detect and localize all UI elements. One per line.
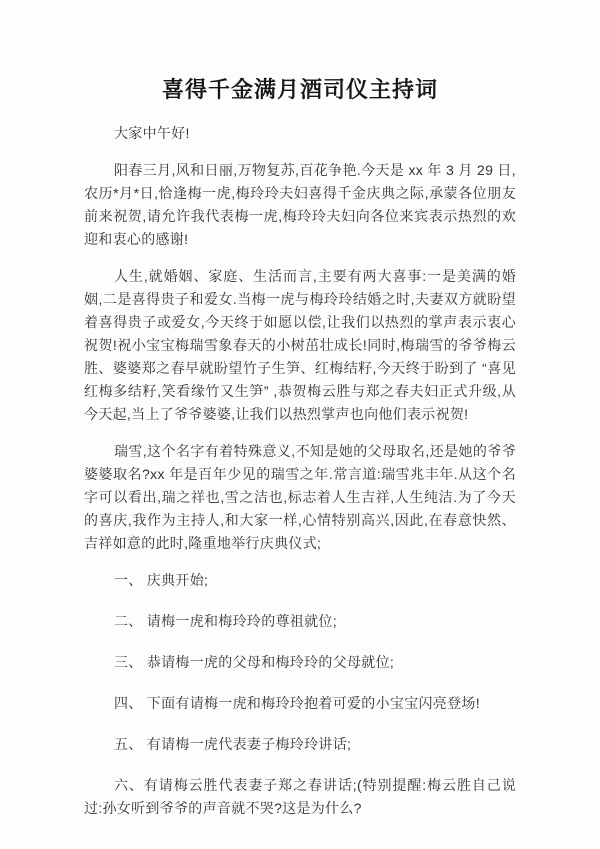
list-item-5: 五、 有请梅一虎代表妻子梅玲玲讲话; xyxy=(114,736,352,752)
paragraph-congratulations: 人生,就婚姻、家庭、生活而言,主要有两大喜事:一是美满的婚姻,二是喜得贵子和爱女.当梅一虎与梅玲玲结婚之时,夫妻双方就盼望着喜得贵子或爱女,今天终于如愿以偿,让我们以热烈的掌声表示衷心祝贺!祝小宝宝梅瑞雪象春天的小树茁壮成长!同时,梅瑞雪的爷爷梅云胜、婆婆郑之春早就盼望竹子生笋、红梅结籽,今天终于盼到了 “喜见红梅多结籽,笑看缘竹又生笋” ,恭贺梅云胜与郑之春夫妇正式升级,从今天起,当上了爷爷婆婆,让我们以热烈掌声也向他们表示祝贺! xyxy=(84,268,516,422)
paragraph-welcome: 阳春三月,风和日丽,万物复苏,百花争艳.今天是 xx 年 3 月 29 日,农历*月*日,恰逢梅一虎,梅玲玲夫妇喜得千金庆典之际,承蒙各位朋友前来祝贺,请允许我代表梅一虎,梅玲玲夫妇向各位来宾表示热烈的欢迎和衷心的感谢! xyxy=(84,162,516,247)
list-item-2: 二、 请梅一虎和梅玲玲的尊祖就位; xyxy=(114,613,337,629)
list-item-6: 六、有请梅云胜代表妻子郑之春讲话;(特别提醒:梅云胜自己说过:孙女听到爷爷的声音就不哭?这是为什么? xyxy=(84,777,516,816)
paragraph-name-meaning: 瑞雪,这个名字有着特殊意义,不知是她的父母取名,还是她的爷爷婆婆取名?xx 年是百年少见的瑞雪之年.常言道:瑞雪兆丰年.从这个名字可以看出,瑞之祥也,雪之洁也,标志着人生吉祥,人生纯洁.为了今天的喜庆,我作为主持人,和大家一样,心情特别高兴,因此,在春意快然、 吉祥如意的此时,隆重地举行庆典仪式; xyxy=(84,443,516,551)
page-title: 喜得千金满月酒司仪主持词 xyxy=(161,77,438,102)
list-item-4: 四、 下面有请梅一虎和梅玲玲抱着可爱的小宝宝闪亮登场! xyxy=(114,695,480,711)
list-item-1: 一、 庆典开始; xyxy=(114,572,209,588)
greeting-line: 大家中午好! xyxy=(114,125,190,141)
list-item-3: 三、 恭请梅一虎的父母和梅玲玲的父母就位; xyxy=(114,654,395,670)
